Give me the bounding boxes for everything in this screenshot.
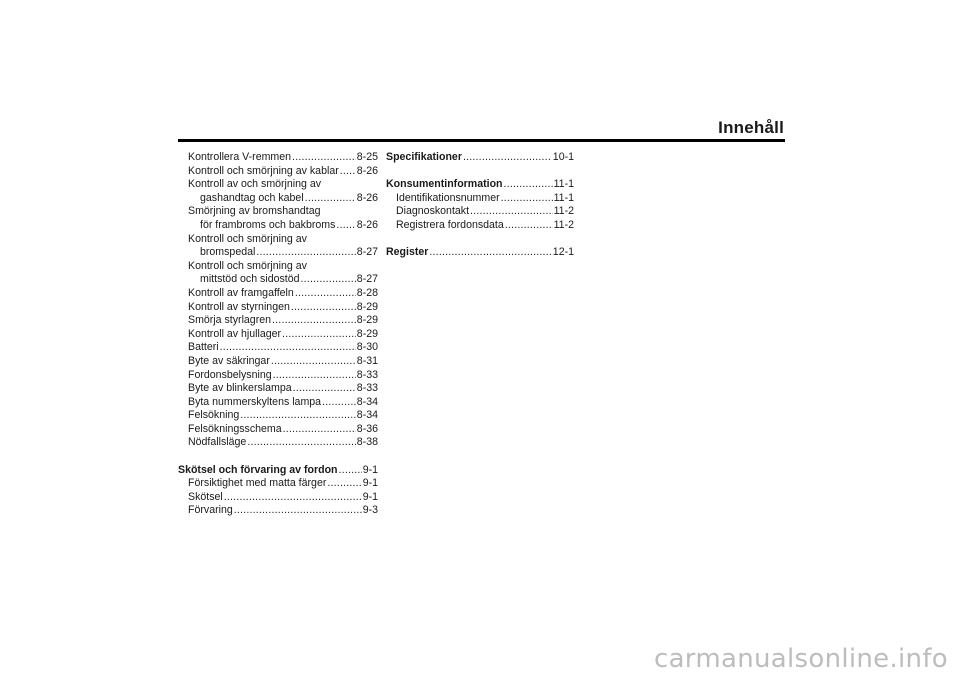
toc-leader-dots [282,328,356,342]
toc-page-number: 9-1 [362,490,378,503]
toc-entry-label: Diagnoskontakt [396,205,470,218]
toc-entry[interactable] [178,273,378,287]
toc-entry[interactable] [178,409,378,423]
toc-page-number: 9-3 [362,504,378,517]
watermark: carmanualsonline.info [653,644,948,674]
toc-entry-label: Skötsel och förvaring av fordon [178,463,338,476]
toc-entry[interactable] [178,355,378,369]
toc-leader-dots [283,423,356,437]
toc-entry-label: Kontroll och smörjning av [188,259,307,272]
toc-entry[interactable] [178,151,378,165]
toc-page-number: 8-29 [356,300,378,313]
toc-entry[interactable] [178,233,378,247]
toc-entry-label: bromspedal [200,246,256,259]
toc-entry-label: Fordonsbelysning [188,368,272,381]
toc-leader-dots [501,192,553,206]
toc-leader-dots [470,205,553,219]
toc-page-number: 8-31 [356,354,378,367]
toc-entry[interactable] [178,165,378,179]
toc-entry[interactable] [178,341,378,355]
toc-leader-dots [340,165,356,179]
toc-page-number: 8-33 [356,382,378,395]
toc-entry-label: för frambroms och bakbroms [200,218,336,231]
toc-entry[interactable] [178,328,378,342]
toc-page-number: 8-29 [356,327,378,340]
toc-section-entry[interactable] [386,151,574,165]
toc-leader-dots [234,504,362,518]
toc-leader-dots [295,287,356,301]
toc-page-number: 11-2 [553,218,574,231]
toc-page-number: 8-27 [356,273,378,286]
toc-page-number: 8-36 [356,422,378,435]
toc-page-number: 10-1 [552,151,574,163]
toc-entry-label: Konsumentinformation [386,178,503,191]
page-title: Innehåll [718,118,784,137]
toc-entry-label: Byta nummerskyltens lampa [188,395,322,408]
toc-page-number: 11-2 [553,205,574,218]
toc-leader-dots [301,273,356,287]
toc-leader-dots [429,246,551,260]
toc-entry[interactable] [178,205,378,219]
toc-entry-label: mittstöd och sidostöd [200,273,300,286]
toc-entry[interactable] [178,178,378,192]
toc-entry-label: Skötsel [188,490,223,503]
toc-entry[interactable] [178,423,378,437]
toc-leader-dots [256,246,355,260]
toc-leader-dots [463,151,552,165]
toc-section-entry[interactable] [386,246,574,260]
toc-gap [178,450,378,464]
toc-leader-dots [272,314,356,328]
toc-leader-dots [271,355,356,369]
toc-leader-dots [322,396,356,410]
toc-page-number: 9-1 [362,477,378,490]
toc-leader-dots [291,301,356,315]
toc-leader-dots [240,409,356,423]
toc-page-number: 8-25 [356,151,378,163]
toc-entry-label: Registrera fordonsdata [396,218,504,231]
toc-entry-label: Batteri [188,341,219,354]
toc-gap [386,233,574,247]
toc-page-number: 8-34 [356,409,378,422]
toc-page-number: 11-1 [553,191,574,204]
toc-left-column [178,151,378,518]
toc-entry[interactable] [178,260,378,274]
toc-entry-label: Kontroll och smörjning av kablar [188,164,339,177]
toc-entry-label: Identifikationsnummer [396,191,500,204]
toc-entry-label: Smörja styrlagren [188,314,272,327]
toc-entry-label: Felsökningsschema [188,422,282,435]
toc-leader-dots [224,491,362,505]
toc-entry[interactable] [386,219,574,233]
toc-entry-label: Kontrollera V-remmen [188,151,292,163]
toc-entry-label: Kontroll av styrningen [188,300,290,313]
toc-leader-dots [292,151,356,165]
toc-entry[interactable] [178,491,378,505]
toc-leader-dots [504,178,553,192]
toc-entry-label: Kontroll av och smörjning av [188,178,322,191]
toc-page-number: 8-38 [356,436,378,449]
toc-page-number: 8-27 [356,246,378,259]
toc-entry-label: Kontroll och smörjning av [188,232,307,245]
toc-entry-label: Byte av blinkerslampa [188,382,292,395]
toc-entry-label: Smörjning av bromshandtag [188,205,321,218]
toc-leader-dots [273,369,356,383]
toc-entry[interactable] [178,246,378,260]
toc-page-number: 8-26 [356,191,378,204]
toc-entry-label: Specifikationer [386,151,462,163]
toc-entry[interactable] [178,504,378,518]
toc-entry-label: Nödfallsläge [188,436,247,449]
toc-entry[interactable] [178,314,378,328]
toc-leader-dots [327,477,361,491]
toc-entry-label: Kontroll av hjullager [188,327,282,340]
toc-page-number: 8-28 [356,286,378,299]
toc-page-number: 8-34 [356,395,378,408]
toc-leader-dots [220,341,356,355]
toc-entry[interactable] [178,219,378,233]
toc-gap [386,165,574,179]
toc-entry[interactable] [178,369,378,383]
toc-leader-dots [247,436,355,450]
toc-entry[interactable] [178,301,378,315]
toc-entry[interactable] [386,205,574,219]
toc-entry[interactable] [178,287,378,301]
toc-leader-dots [305,192,356,206]
toc-right-column [386,151,574,260]
toc-page-number: 8-29 [356,314,378,327]
toc-entry[interactable] [178,382,378,396]
toc-entry-label: gashandtag och kabel [200,191,304,204]
toc-page-number: 8-33 [356,368,378,381]
toc-entry-label: Felsökning [188,409,240,422]
toc-section-entry[interactable] [386,178,574,192]
toc-page-number: 9-1 [362,463,378,476]
toc-page-number: 8-30 [356,341,378,354]
toc-entry-label: Förvaring [188,504,233,517]
toc-page-number: 12-1 [552,246,574,259]
header-rule [178,139,785,142]
toc-leader-dots [339,464,362,478]
toc-entry[interactable] [178,477,378,491]
toc-page-number: 8-26 [356,218,378,231]
toc-page-number: 11-1 [553,178,574,191]
toc-entry[interactable] [178,192,378,206]
toc-entry-label: Byte av säkringar [188,354,270,367]
toc-entry-label: Kontroll av framgaffeln [188,286,294,299]
toc-entry-label: Försiktighet med matta färger [188,477,327,490]
toc-entry[interactable] [178,436,378,450]
toc-leader-dots [505,219,553,233]
toc-page-number: 8-26 [356,164,378,177]
toc-entry-label: Register [386,246,429,259]
toc-leader-dots [293,382,356,396]
toc-entry[interactable] [178,396,378,410]
toc-section-entry[interactable] [178,464,378,478]
toc-leader-dots [336,219,355,233]
toc-entry[interactable] [386,192,574,206]
